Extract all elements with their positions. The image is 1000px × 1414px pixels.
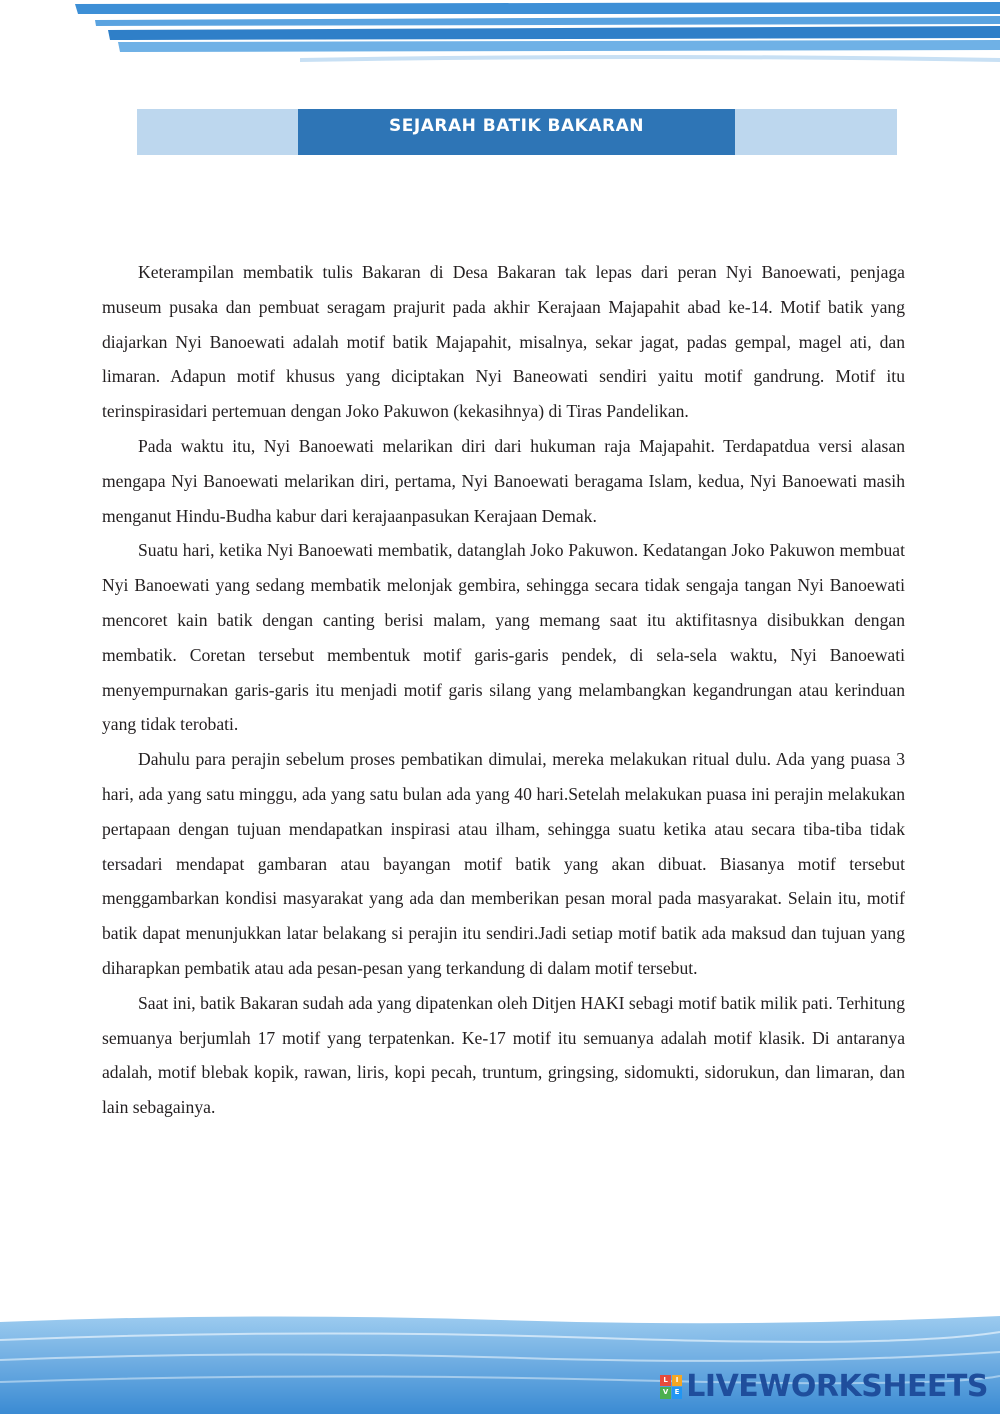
logo-letter: E: [672, 1387, 683, 1399]
logo-letter: V: [660, 1387, 671, 1399]
liveworksheets-brand: [660, 1369, 988, 1404]
paragraph: Keterampilan membatik tulis Bakaran di Desa Bakaran tak lepas dari peran Nyi Banoewati, penjaga museum pusaka dan pembuat seragam prajurit pada akhir Kerajaan Majapahit abad ke-14. Motif batik yang diajarkan Nyi Banoewati adalah motif batik Majapahit, misalnya, sekar jagat, padas gempal, magel ati, dan limaran. Adapun motif khusus yang diciptakan Nyi Baneowati sendiri yaitu motif gandrung. Motif itu terinspirasidari pertemuan dengan Joko Pakuwon (kekasihnya) di Tiras Pandelikan.: [102, 262, 905, 422]
paragraph: Suatu hari, ketika Nyi Banoewati membatik, datanglah Joko Pakuwon. Kedatangan Joko Pakuwon membuat Nyi Banoewati yang sedang membatik melonjak gembira, sehingga secara tidak sengaja tangan Nyi Banoewati mencoret kain batik dengan canting berisi malam, yang memang saat itu aktifitasnya disibukkan dengan membatik. Coretan tersebut membentuk motif garis-garis pendek, di sela-sela waktu, Nyi Banoewati menyempurnakan garis-garis itu menjadi motif garis silang yang melambangkan kegandrungan atau kerinduan yang tidak terobati.: [102, 540, 905, 735]
brand-name: LIVEWORKSHEETS: [686, 1369, 988, 1404]
liveworksheets-logo-icon: [660, 1375, 682, 1399]
paragraph: Dahulu para perajin sebelum proses pembatikan dimulai, mereka melakukan ritual dulu. Ada yang puasa 3 hari, ada yang satu minggu, ada yang satu bulan ada yang 40 hari.Setelah melakukan puasa ini perajin melakukan pertapaan dengan tujuan mendapatkan inspirasi atau ilham, sehingga suatu ketika atau secara tiba-tiba tidak tersadari mendapat gambaran atau bayangan motif batik yang akan dibuat. Biasanya motif tersebut menggambarkan kondisi masyarakat yang ada dan memberikan pesan moral pada masyarakat. Selain itu, motif batik dapat menunjukkan latar belakang si perajin itu sendiri.Jadi setiap motif batik ada maksud dan tujuan yang diharapkan pembatik atau ada pesan-pesan yang terkandung di dalam motif tersebut.: [102, 749, 905, 978]
logo-letter: L: [660, 1375, 671, 1387]
top-swoosh-decoration: [0, 0, 1000, 70]
page-title: SEJARAH BATIK BAKARAN: [298, 109, 735, 155]
paragraph: Pada waktu itu, Nyi Banoewati melarikan diri dari hukuman raja Majapahit. Terdapatdua versi alasan mengapa Nyi Banoewati melarikan diri, pertama, Nyi Banoewati beragama Islam, kedua, Nyi Banoewati masih menganut Hindu-Budha kabur dari kerajaanpasukan Kerajaan Demak.: [102, 435, 905, 526]
logo-letter: I: [672, 1375, 683, 1387]
paragraph: Saat ini, batik Bakaran sudah ada yang dipatenkan oleh Ditjen HAKI sebagi motif batik milik pati. Terhitung semuanya berjumlah 17 motif yang terpatenkan. Ke-17 motif itu semuanya adalah motif klasik. Di antaranya adalah, motif blebak kopik, rawan, liris, kopi pecah, truntum, gringsing, sidomukti, sidorukun, dan limaran, dan lain sebagainya.: [102, 992, 905, 1118]
article-body: [102, 255, 905, 1125]
